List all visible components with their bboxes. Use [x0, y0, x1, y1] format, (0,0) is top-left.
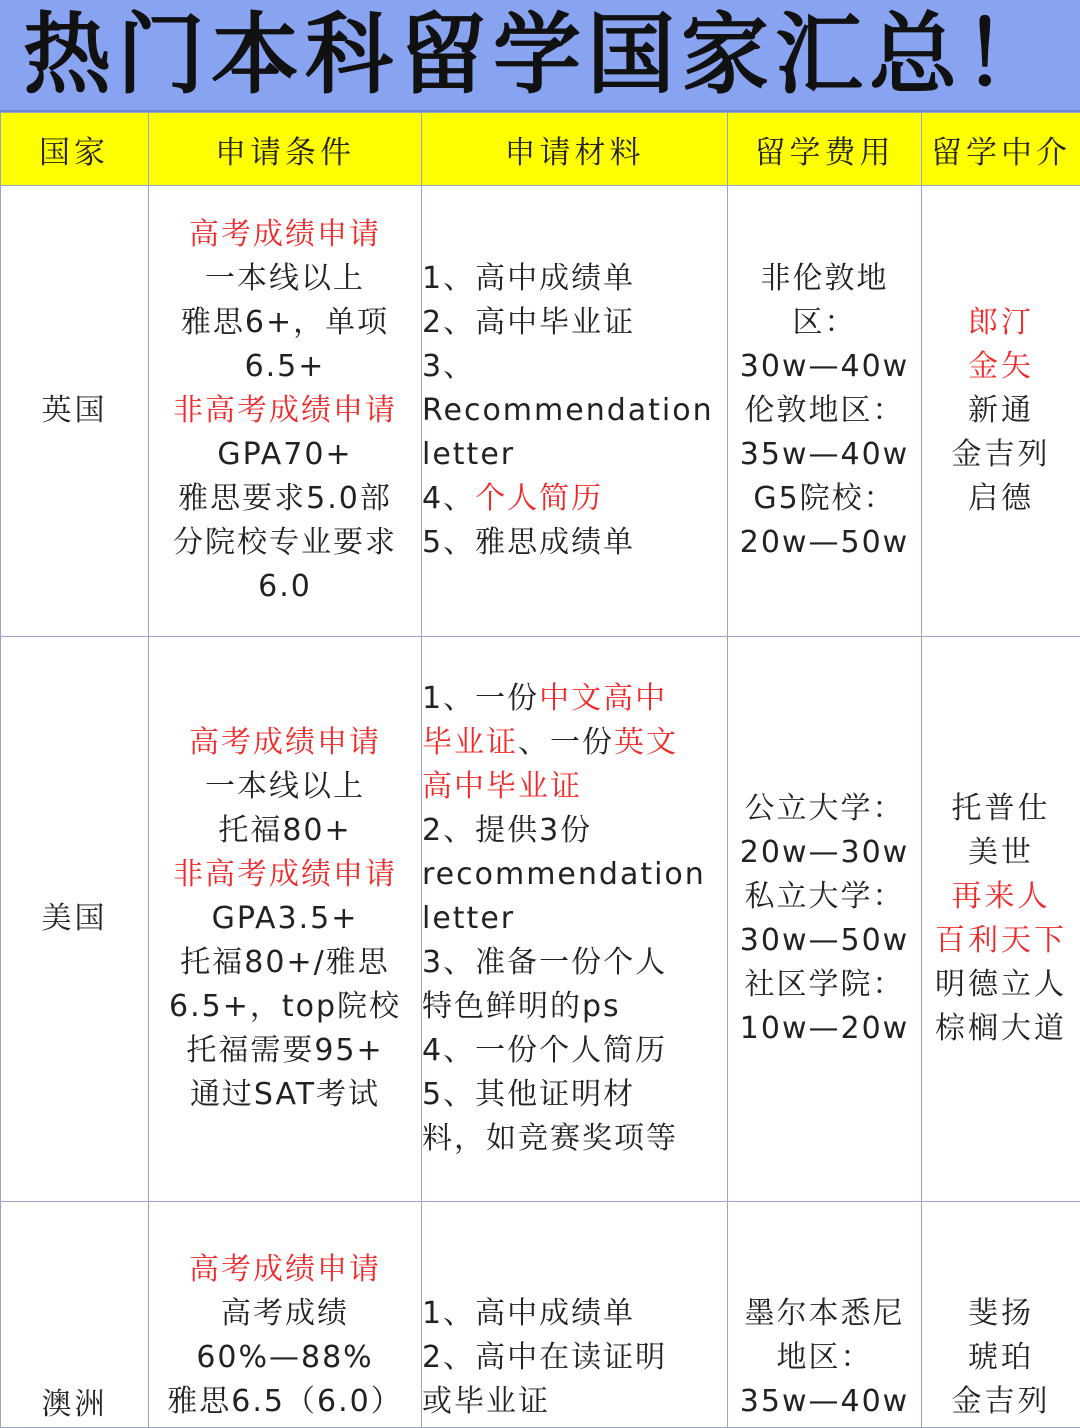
agency-name: 郎汀 [922, 301, 1080, 345]
condition-line: 6.0 [149, 565, 421, 609]
table-row [1, 1202, 1080, 1428]
material-segment: 1、高中成绩单 [422, 261, 635, 296]
header-fees: 留学费用 [728, 113, 922, 186]
country-cell: 澳洲 [1, 1202, 149, 1428]
material-line [422, 389, 727, 433]
agencies-cell [922, 1202, 1080, 1428]
condition-line: GPA3.5+ [149, 897, 421, 941]
fee-line: 伦敦地区： [728, 389, 921, 433]
fee-line: 35w—40w [728, 1380, 921, 1424]
header-country: 国家 [1, 113, 149, 186]
material-segment: letter [422, 437, 515, 472]
header-agencies: 留学中介 [922, 113, 1080, 186]
agency-name: 斐扬 [922, 1292, 1080, 1336]
material-line [422, 1117, 727, 1161]
condition-line: 60%—88% [149, 1336, 421, 1380]
fee-line: 10w—20w [728, 1007, 921, 1051]
condition-line: 高考成绩申请 [149, 1248, 421, 1292]
material-segment: 3、 [422, 349, 475, 384]
fee-line: 30w—40w [728, 345, 921, 389]
material-segment: 英文 [614, 725, 678, 760]
agencies-cell [922, 186, 1080, 637]
fee-line: 公立大学： [728, 787, 921, 831]
fee-line: 社区学院： [728, 963, 921, 1007]
country-cell: 英国 [1, 186, 149, 637]
condition-line: 雅思要求5.0部 [149, 477, 421, 521]
material-line [422, 301, 727, 345]
condition-line: 雅思6.5（6.0） [149, 1380, 421, 1424]
condition-line: 非高考成绩申请 [149, 853, 421, 897]
material-line [422, 809, 727, 853]
agency-name: 金吉列 [922, 1380, 1080, 1424]
agencies-cell [922, 637, 1080, 1202]
fee-line: 地区： [728, 1336, 921, 1380]
condition-line: 一本线以上 [149, 257, 421, 301]
material-segment: 2、高中在读证明 [422, 1340, 667, 1375]
material-segment: 1、高中成绩单 [422, 1296, 635, 1331]
material-line [422, 345, 727, 389]
fees-cell [728, 637, 922, 1202]
material-line [422, 897, 727, 941]
fees-cell [728, 186, 922, 637]
material-segment: 2、高中毕业证 [422, 305, 635, 340]
study-abroad-table [0, 112, 1080, 1428]
agency-name: 金吉列 [922, 433, 1080, 477]
material-segment: 3、准备一份个人 [422, 945, 667, 980]
material-line [422, 1380, 727, 1424]
material-segment: 中文高中 [539, 681, 667, 716]
table-header-row [1, 113, 1080, 186]
material-segment: 料，如竞赛奖项等 [422, 1121, 678, 1156]
agency-name: 明德立人 [922, 963, 1080, 1007]
condition-line: 一本线以上 [149, 765, 421, 809]
material-line [422, 853, 727, 897]
material-line [422, 521, 727, 565]
material-line [422, 941, 727, 985]
material-line [422, 1336, 727, 1380]
material-line [422, 1292, 727, 1336]
condition-line: GPA70+ [149, 433, 421, 477]
condition-line: 托福需要95+ [149, 1029, 421, 1073]
material-segment: 1、一份 [422, 681, 539, 716]
materials-cell [422, 637, 728, 1202]
condition-line: 6.5+ [149, 345, 421, 389]
condition-line: 托福80+/雅思 [149, 941, 421, 985]
fee-line: 墨尔本悉尼 [728, 1292, 921, 1336]
material-segment: Recommendation [422, 393, 714, 428]
condition-line: 高考成绩 [149, 1292, 421, 1336]
condition-line: 6.5+，top院校 [149, 985, 421, 1029]
material-line [422, 257, 727, 301]
country-cell: 美国 [1, 637, 149, 1202]
agency-name: 百利天下 [922, 919, 1080, 963]
conditions-cell [149, 186, 422, 637]
material-segment: 2、提供3份 [422, 813, 592, 848]
material-segment: 特色鲜明的ps [422, 989, 621, 1024]
condition-line: 非高考成绩申请 [149, 389, 421, 433]
table-row [1, 186, 1080, 637]
material-segment: 4、 [422, 481, 475, 516]
fee-line: 35w—40w [728, 433, 921, 477]
material-line [422, 433, 727, 477]
material-line [422, 765, 727, 809]
material-line [422, 985, 727, 1029]
materials-cell [422, 186, 728, 637]
conditions-cell [149, 637, 422, 1202]
title-banner [0, 0, 1080, 112]
fee-line: 20w—50w [728, 521, 921, 565]
conditions-cell [149, 1202, 422, 1428]
condition-line: 雅思6+，单项 [149, 301, 421, 345]
condition-line: 托福80+ [149, 809, 421, 853]
fee-line: 20w—30w [728, 831, 921, 875]
agency-name: 启德 [922, 477, 1080, 521]
fee-line: 区： [728, 301, 921, 345]
condition-line: 高考成绩申请 [149, 213, 421, 257]
fee-line: 30w—50w [728, 919, 921, 963]
material-segment: 或毕业证 [422, 1384, 550, 1419]
table-row [1, 637, 1080, 1202]
agency-name: 新通 [922, 389, 1080, 433]
condition-line: 通过SAT考试 [149, 1073, 421, 1117]
agency-name: 金矢 [922, 345, 1080, 389]
agency-name: 棕榈大道 [922, 1007, 1080, 1051]
material-segment: 高中毕业证 [422, 769, 582, 804]
material-segment: 毕业证 [422, 725, 518, 760]
agency-name: 再来人 [922, 875, 1080, 919]
condition-line: 分院校专业要求 [149, 521, 421, 565]
material-line [422, 721, 727, 765]
material-line [422, 1073, 727, 1117]
materials-cell [422, 1202, 728, 1428]
page-title: 热门本科留学国家汇总！ [23, 11, 1057, 99]
material-segment: 、一份 [518, 725, 614, 760]
fee-line: G5院校： [728, 477, 921, 521]
agency-name: 琥珀 [922, 1336, 1080, 1380]
fee-line: 私立大学： [728, 875, 921, 919]
material-line [422, 477, 727, 521]
agency-name: 托普仕 [922, 787, 1080, 831]
header-materials: 申请材料 [422, 113, 728, 186]
material-segment: recommendation [422, 857, 706, 892]
fees-cell [728, 1202, 922, 1428]
material-line [422, 677, 727, 721]
material-segment: 个人简历 [475, 481, 603, 516]
material-segment: 5、雅思成绩单 [422, 525, 635, 560]
material-line [422, 1029, 727, 1073]
agency-name: 美世 [922, 831, 1080, 875]
condition-line: 高考成绩申请 [149, 721, 421, 765]
material-segment: letter [422, 901, 515, 936]
header-conditions: 申请条件 [149, 113, 422, 186]
material-segment: 4、一份个人简历 [422, 1033, 667, 1068]
material-segment: 5、其他证明材 [422, 1077, 635, 1112]
fee-line: 非伦敦地 [728, 257, 921, 301]
